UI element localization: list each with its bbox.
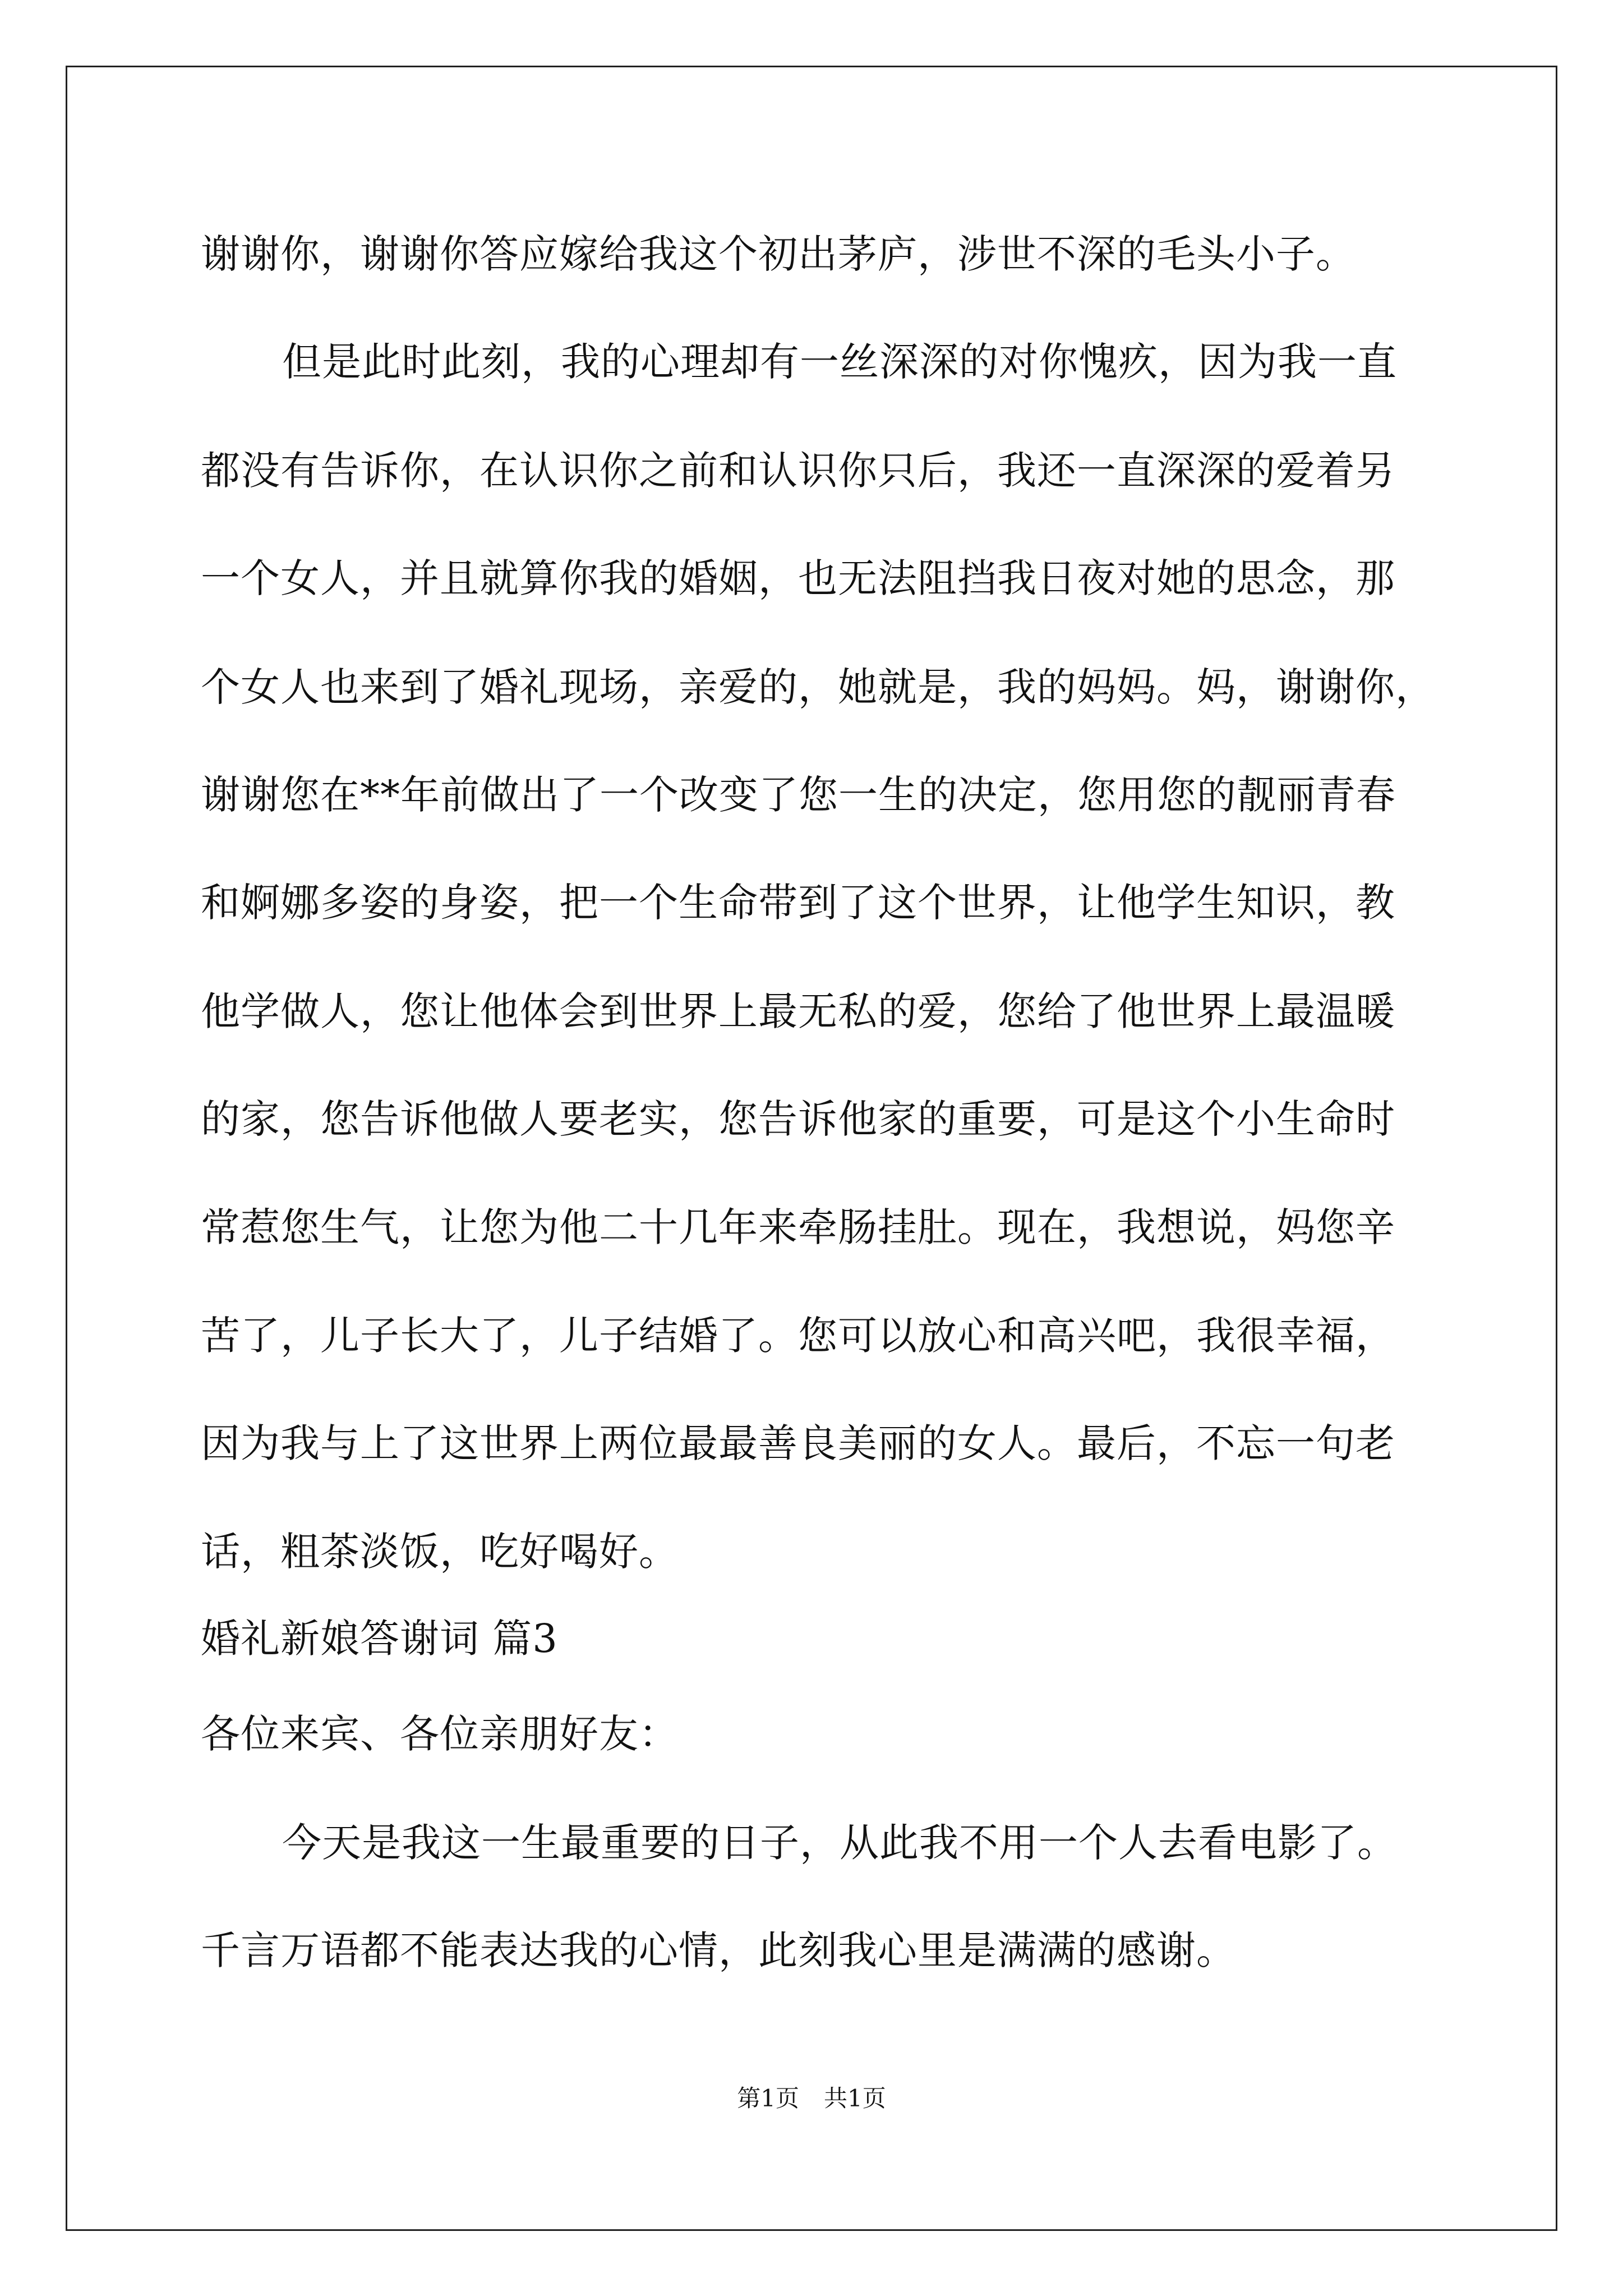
text-line: 谢谢你，谢谢你答应嫁给我这个初出茅庐，涉世不深的毛头小子。 <box>201 231 1355 277</box>
section-heading: 婚礼新娘答谢词 篇3 <box>201 1616 558 1662</box>
text-line: 个女人也来到了婚礼现场，亲爱的，她就是，我的妈妈。妈，谢谢你， <box>201 664 1435 710</box>
page-number-current: 第1页 <box>737 2085 799 2112</box>
page-border <box>66 66 1557 2231</box>
page-footer <box>0 2087 1623 2110</box>
text-line: 一个女人，并且就算你我的婚姻，也无法阻挡我日夜对她的思念，那 <box>201 555 1395 601</box>
text-line: 和婀娜多姿的身姿，把一个生命带到了这个世界，让他学生知识，教 <box>201 880 1395 926</box>
text-line: 常惹您生气，让您为他二十几年来牵肠挂肚。现在，我想说，妈您辛 <box>201 1204 1395 1250</box>
text-line: 的家，您告诉他做人要老实，您告诉他家的重要，可是这个小生命时 <box>201 1096 1395 1142</box>
text-line: 话，粗茶淡饭，吃好喝好。 <box>201 1529 679 1575</box>
text-line: 他学做人，您让他体会到世界上最无私的爱，您给了他世界上最温暖 <box>201 988 1395 1034</box>
page-number-total: 共1页 <box>824 2085 886 2112</box>
salutation: 各位来宾、各位亲朋好友： <box>201 1711 679 1757</box>
paragraph-start-line: 但是此时此刻，我的心理却有一丝深深的对你愧疚，因为我一直 <box>282 339 1397 385</box>
text-line: 因为我与上了这世界上两位最最善良美丽的女人。最后，不忘一句老 <box>201 1420 1395 1466</box>
text-line: 都没有告诉你，在认识你之前和认识你只后，我还一直深深的爱着另 <box>201 448 1395 494</box>
text-line: 千言万语都不能表达我的心情，此刻我心里是满满的感谢。 <box>201 1927 1236 1973</box>
paragraph-start-line: 今天是我这一生最重要的日子，从此我不用一个人去看电影了。 <box>282 1820 1397 1866</box>
text-line: 谢谢您在**年前做出了一个改变了您一生的决定，您用您的靓丽青春 <box>201 772 1396 818</box>
text-line: 苦了，儿子长大了，儿子结婚了。您可以放心和高兴吧，我很幸福， <box>201 1313 1395 1359</box>
